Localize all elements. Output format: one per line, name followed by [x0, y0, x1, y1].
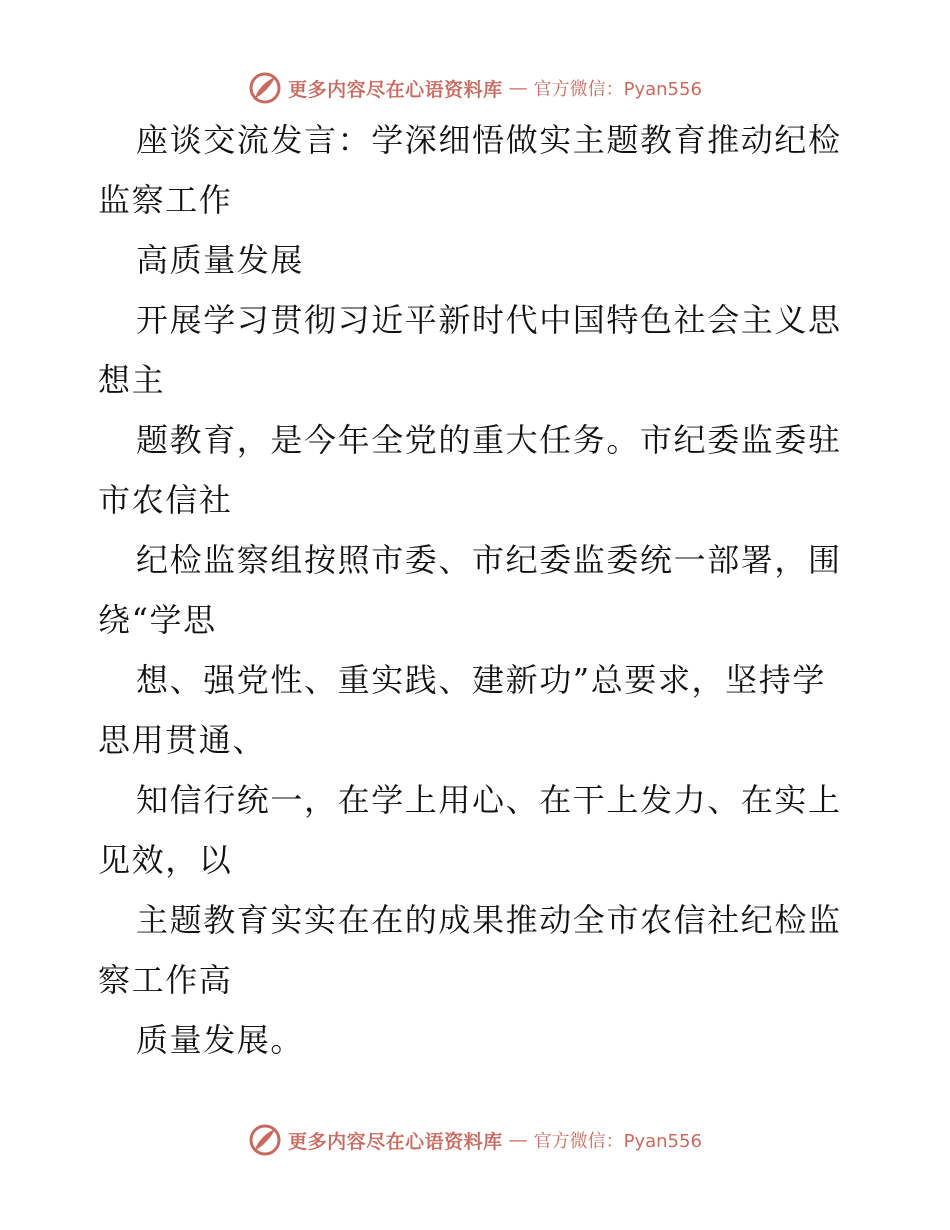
watermark-separator: — [508, 1129, 528, 1151]
document-body [98, 122, 858, 1082]
body-line: 知信行统一，在学上用心、在干上发力、在实上 [136, 781, 842, 819]
body-line: 纪检监察组按照市委、市纪委监委统一部署，围 [136, 541, 842, 579]
quill-pen-logo-icon [248, 1123, 282, 1157]
title-line-1: 座谈交流发言：学深细悟做实主题教育推动纪检 [136, 121, 842, 159]
watermark-content [248, 71, 702, 105]
watermark-site-text: 更多内容尽在心语资料库 [288, 78, 503, 101]
body-line: 见效，以 [98, 841, 233, 879]
title-line-3: 高质量发展 [136, 241, 305, 279]
body-line: 思用贯通、 [98, 721, 267, 759]
body-line: 想主 [98, 361, 166, 399]
body-line: 质量发展。 [136, 1021, 305, 1059]
body-line: 题教育，是今年全党的重大任务。市纪委监委驻 [136, 421, 842, 459]
body-line: 主题教育实实在在的成果推动全市农信社纪检监 [136, 901, 842, 939]
body-line: 想、强党性、重实践、建新功”总要求，坚持学 [136, 661, 826, 699]
body-line: 察工作高 [98, 961, 233, 999]
body-line: 开展学习贯彻习近平新时代中国特色社会主义思 [136, 301, 842, 339]
watermark-footer [0, 1120, 950, 1160]
watermark-separator: — [508, 77, 528, 99]
title-line-2: 监察工作 [98, 181, 233, 219]
watermark-site-text: 更多内容尽在心语资料库 [288, 1130, 503, 1153]
body-line: 绕“学思 [98, 601, 217, 639]
quill-pen-logo-icon [248, 71, 282, 105]
watermark-wechat-text: 官方微信：Pyan556 [533, 79, 702, 100]
watermark-wechat-text: 官方微信：Pyan556 [533, 1131, 702, 1152]
body-line: 市农信社 [98, 481, 233, 519]
watermark-content [248, 1123, 702, 1157]
watermark-header [0, 68, 950, 108]
